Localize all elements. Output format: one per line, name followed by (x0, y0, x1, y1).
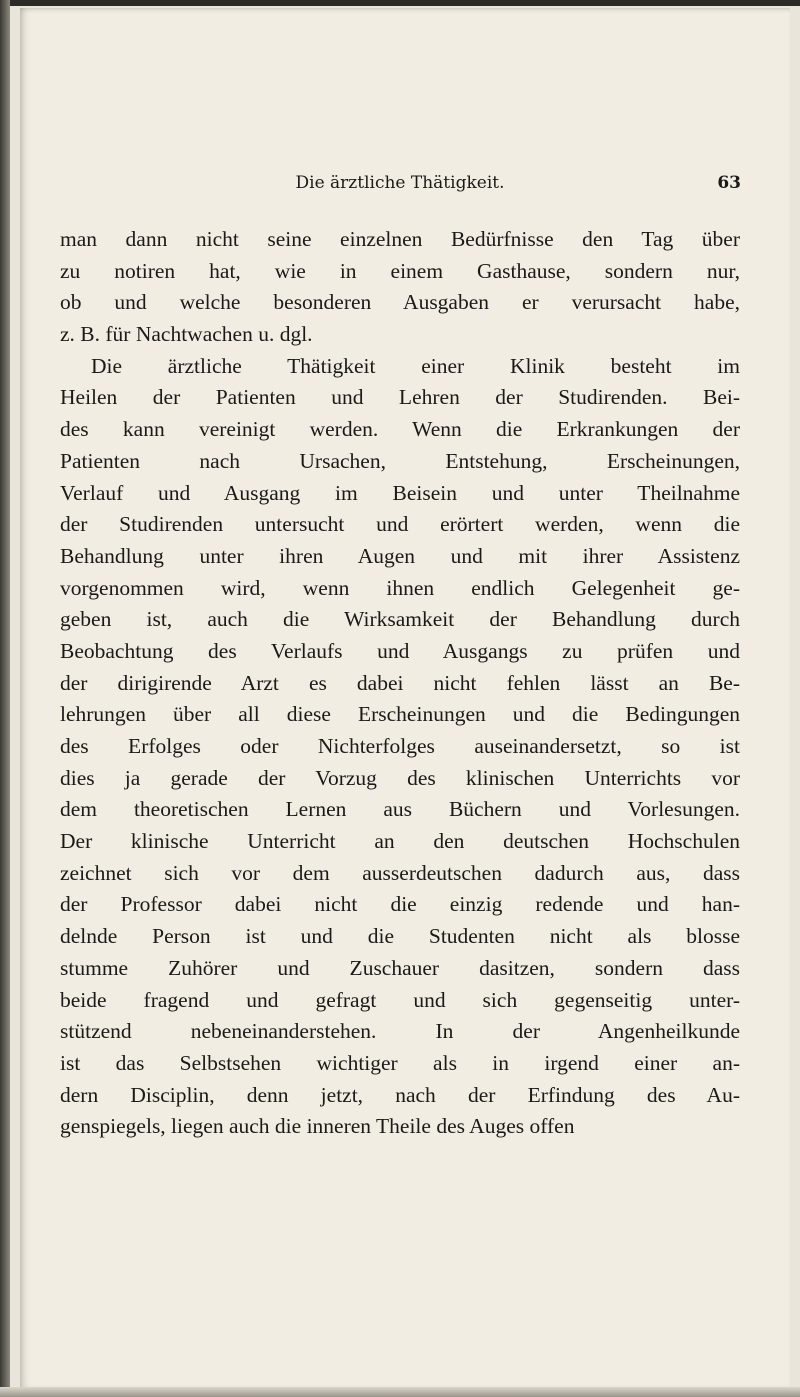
text-line: Beobachtung des Verlaufs und Ausgangs zu prüfen und (60, 638, 740, 663)
text-line: Die ärztliche Thätigkeit einer Klinik besteht im (91, 353, 740, 378)
text-line: Verlauf und Ausgang im Beisein und unter Theilnahme (60, 480, 740, 505)
text-line: Behandlung unter ihren Augen und mit ihrer Assistenz (60, 543, 740, 568)
page-top-edge (0, 0, 800, 6)
text-line: des Erfolges oder Nichterfolges auseinandersetzt, so ist (60, 734, 740, 758)
text-line: Der klinische Unterricht an den deutschen Hochschulen (60, 829, 740, 854)
text-line: genspiegels, liegen auch die inneren Theile des Auges offen (60, 1114, 575, 1139)
text-line: stumme Zuhörer und Zuschauer dasitzen, sondern dass (60, 955, 740, 980)
text-line: vorgenommen wird, wenn ihnen endlich Gelegenheit ge- (60, 575, 740, 600)
text-line: geben ist, auch die Wirksamkeit der Behandlung durch (60, 607, 740, 632)
text-line: der Studirenden untersucht und erörtert werden, wenn die (60, 512, 740, 537)
text-line: stützend nebeneinanderstehen. In der Angenheilkunde (60, 1019, 740, 1044)
text-line: dem theoretischen Lernen aus Büchern und Vorlesungen. (60, 797, 740, 822)
text-line: der Professor dabei nicht die einzig redende und han- (60, 892, 740, 917)
text-line: delnde Person ist und die Studenten nicht als blosse (60, 924, 740, 949)
book-binding-edge (0, 0, 10, 1397)
text-line: zeichnet sich vor dem ausserdeutschen dadurch aus, dass (60, 860, 740, 885)
body-text (60, 224, 740, 1143)
text-line: ist das Selbstsehen wichtiger als in irgend einer an- (60, 1050, 740, 1075)
text-line: man dann nicht seine einzelnen Bedürfnisse den Tag über (60, 227, 740, 251)
text-line: dern Disciplin, denn jetzt, nach der Erfindung des Au- (60, 1082, 740, 1107)
text-line: zu notiren hat, wie in einem Gasthause, sondern nur, (60, 258, 740, 283)
text-line: Heilen der Patienten und Lehren der Studirenden. Bei- (60, 385, 740, 410)
text-line: des kann vereinigt werden. Wenn die Erkrankungen der (60, 417, 740, 442)
page-bottom-edge (0, 1387, 800, 1397)
text-line: beide fragend und gefragt und sich gegenseitig unter- (60, 987, 740, 1012)
running-header-title: Die ärztliche Thätigkeit. (295, 173, 505, 193)
text-line: ob und welche besonderen Ausgaben er verursacht habe, (60, 290, 740, 315)
text-line: der dirigirende Arzt es dabei nicht fehlen lässt an Be- (60, 670, 740, 695)
text-line: z. B. für Nachtwachen u. dgl. (60, 322, 313, 347)
page-number: 63 (717, 173, 741, 193)
text-line: lehrungen über all diese Erscheinungen und die Bedingungen (60, 702, 740, 727)
running-header (0, 173, 800, 197)
text-line: Patienten nach Ursachen, Entstehung, Erscheinungen, (60, 448, 740, 473)
text-line: dies ja gerade der Vorzug des klinischen Unterrichts vor (60, 765, 740, 790)
